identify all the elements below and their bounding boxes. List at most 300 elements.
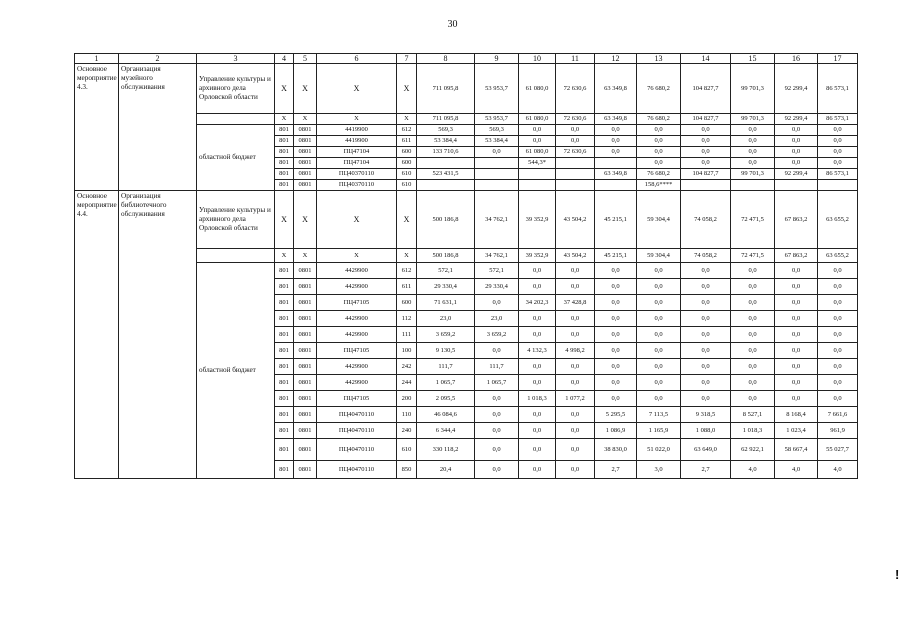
empty-cell <box>197 249 275 263</box>
value-cell: 0,0 <box>681 158 731 169</box>
value-cell: 612 <box>397 263 417 279</box>
value-cell: 0,0 <box>731 311 775 327</box>
value-cell: 0,0 <box>775 327 818 343</box>
value-cell: 1 018,3 <box>731 423 775 439</box>
value-cell: 0801 <box>294 423 317 439</box>
value-cell: 0,0 <box>637 147 681 158</box>
value-cell: 0,0 <box>637 279 681 295</box>
value-cell: 0,0 <box>775 158 818 169</box>
value-cell: 801 <box>275 125 294 136</box>
value-cell: 100 <box>397 343 417 359</box>
value-cell: 51 022,0 <box>637 439 681 461</box>
value-cell: 8 527,1 <box>731 407 775 423</box>
value-cell: 801 <box>275 158 294 169</box>
value-cell: 111,7 <box>417 359 475 375</box>
value-cell: 0,0 <box>818 391 858 407</box>
value-cell: 0,0 <box>475 423 519 439</box>
value-cell: 1 086,9 <box>595 423 637 439</box>
value-cell: 0,0 <box>556 439 595 461</box>
value-cell: 569,3 <box>417 125 475 136</box>
value-cell: 0,0 <box>556 279 595 295</box>
value-cell: 0,0 <box>519 311 556 327</box>
value-cell: ПЦ40370110 <box>317 180 397 191</box>
value-cell: 0,0 <box>637 391 681 407</box>
value-cell: 0,0 <box>519 439 556 461</box>
value-cell: 240 <box>397 423 417 439</box>
value-cell: 0801 <box>294 407 317 423</box>
value-cell: 801 <box>275 147 294 158</box>
value-cell: 801 <box>275 407 294 423</box>
value-cell: 801 <box>275 461 294 479</box>
column-number-row <box>75 54 858 64</box>
value-cell: 72 471,5 <box>731 191 775 249</box>
value-cell: 92 299,4 <box>775 114 818 125</box>
value-cell: 39 352,9 <box>519 249 556 263</box>
value-cell: 72 630,6 <box>556 147 595 158</box>
value-cell: 330 118,2 <box>417 439 475 461</box>
value-cell: 63 349,8 <box>595 169 637 180</box>
value-cell: 4419900 <box>317 136 397 147</box>
value-cell: 63 655,2 <box>818 249 858 263</box>
value-cell <box>475 180 519 191</box>
value-cell: 0801 <box>294 439 317 461</box>
value-cell: 1 088,0 <box>681 423 731 439</box>
value-cell: 0,0 <box>475 147 519 158</box>
value-cell: 0,0 <box>475 407 519 423</box>
value-cell: 133 710,6 <box>417 147 475 158</box>
value-cell: 0,0 <box>681 263 731 279</box>
value-cell: 0801 <box>294 147 317 158</box>
value-cell: 0,0 <box>595 263 637 279</box>
value-cell: 0,0 <box>595 359 637 375</box>
value-cell: 74 058,2 <box>681 249 731 263</box>
value-cell: 711 095,8 <box>417 64 475 114</box>
value-cell: X <box>294 64 317 114</box>
value-cell: 0801 <box>294 461 317 479</box>
value-cell: 74 058,2 <box>681 191 731 249</box>
value-cell: 801 <box>275 375 294 391</box>
value-cell: 0,0 <box>595 295 637 311</box>
value-cell: 99 701,3 <box>731 114 775 125</box>
column-header: 5 <box>294 54 317 64</box>
value-cell: 53 953,7 <box>475 64 519 114</box>
value-cell: 0,0 <box>556 461 595 479</box>
value-cell: 242 <box>397 359 417 375</box>
value-cell: 0,0 <box>637 375 681 391</box>
value-cell: 0,0 <box>637 136 681 147</box>
value-cell: 110 <box>397 407 417 423</box>
value-cell: 0,0 <box>637 158 681 169</box>
column-header: 13 <box>637 54 681 64</box>
value-cell: 0,0 <box>681 125 731 136</box>
value-cell: 0,0 <box>775 279 818 295</box>
value-cell: 610 <box>397 439 417 461</box>
value-cell: X <box>317 64 397 114</box>
value-cell: 29 330,4 <box>475 279 519 295</box>
value-cell: 0,0 <box>775 263 818 279</box>
value-cell: 34 762,1 <box>475 191 519 249</box>
value-cell: 39 352,9 <box>519 191 556 249</box>
value-cell: 71 631,1 <box>417 295 475 311</box>
column-header: 15 <box>731 54 775 64</box>
value-cell: 711 095,8 <box>417 114 475 125</box>
value-cell: 0,0 <box>681 147 731 158</box>
value-cell: 611 <box>397 136 417 147</box>
value-cell: 111 <box>397 327 417 343</box>
value-cell: 5 295,5 <box>595 407 637 423</box>
value-cell: 0,0 <box>731 158 775 169</box>
value-cell: 4,0 <box>775 461 818 479</box>
column-header: 10 <box>519 54 556 64</box>
value-cell: 62 922,1 <box>731 439 775 461</box>
value-cell: 0,0 <box>775 136 818 147</box>
value-cell: X <box>397 191 417 249</box>
value-cell: 0801 <box>294 158 317 169</box>
value-cell: 3,0 <box>637 461 681 479</box>
value-cell: 45 215,1 <box>595 249 637 263</box>
column-header: 11 <box>556 54 595 64</box>
value-cell: 600 <box>397 147 417 158</box>
value-cell: 0,0 <box>818 311 858 327</box>
agency-cell: Управление культуры и архивного дела Орловской области <box>197 191 275 249</box>
value-cell: 0,0 <box>519 263 556 279</box>
value-cell: 23,0 <box>417 311 475 327</box>
value-cell: 0,0 <box>637 359 681 375</box>
value-cell: 0,0 <box>519 375 556 391</box>
value-cell: 4 132,3 <box>519 343 556 359</box>
value-cell: 0,0 <box>681 295 731 311</box>
value-cell: 0801 <box>294 279 317 295</box>
value-cell: 0,0 <box>556 423 595 439</box>
value-cell: 801 <box>275 295 294 311</box>
value-cell: 2,7 <box>595 461 637 479</box>
value-cell: 29 330,4 <box>417 279 475 295</box>
value-cell: 72 471,5 <box>731 249 775 263</box>
value-cell: 0,0 <box>818 279 858 295</box>
value-cell: 59 304,4 <box>637 249 681 263</box>
value-cell: 569,3 <box>475 125 519 136</box>
value-cell: 7 661,6 <box>818 407 858 423</box>
value-cell: 53 384,4 <box>475 136 519 147</box>
value-cell: 4429900 <box>317 311 397 327</box>
value-cell: 0,0 <box>519 327 556 343</box>
value-cell: 0801 <box>294 311 317 327</box>
value-cell: 0,0 <box>731 263 775 279</box>
value-cell: 67 863,2 <box>775 191 818 249</box>
value-cell: 0,0 <box>595 391 637 407</box>
activity-summary-row <box>75 64 858 114</box>
value-cell: ПЦ40470110 <box>317 423 397 439</box>
activity-name-cell: Организация музейного обслуживания <box>119 64 197 191</box>
value-cell: 0,0 <box>818 343 858 359</box>
value-cell: 3 659,2 <box>475 327 519 343</box>
value-cell: 53 953,7 <box>475 114 519 125</box>
value-cell: 572,1 <box>475 263 519 279</box>
value-cell: 4429900 <box>317 375 397 391</box>
value-cell <box>681 180 731 191</box>
column-header: 6 <box>317 54 397 64</box>
value-cell: 92 299,4 <box>775 169 818 180</box>
value-cell: 0,0 <box>775 311 818 327</box>
value-cell: 2,7 <box>681 461 731 479</box>
value-cell: 0,0 <box>475 439 519 461</box>
value-cell: ПЦ40470110 <box>317 461 397 479</box>
value-cell: 63 349,8 <box>595 64 637 114</box>
value-cell: X <box>294 114 317 125</box>
value-cell: 76 680,2 <box>637 169 681 180</box>
value-cell: 0,0 <box>681 359 731 375</box>
value-cell: ПЦ47104 <box>317 147 397 158</box>
value-cell: X <box>275 249 294 263</box>
value-cell: 0,0 <box>556 125 595 136</box>
budget-source-cell: областной бюджет <box>197 125 275 191</box>
column-header: 2 <box>119 54 197 64</box>
value-cell: 0,0 <box>681 279 731 295</box>
value-cell: 600 <box>397 158 417 169</box>
value-cell: 0801 <box>294 343 317 359</box>
value-cell: 0801 <box>294 136 317 147</box>
value-cell: 801 <box>275 279 294 295</box>
value-cell: 0,0 <box>556 263 595 279</box>
value-cell: 0,0 <box>556 359 595 375</box>
value-cell: 801 <box>275 263 294 279</box>
column-header: 7 <box>397 54 417 64</box>
value-cell: 34 762,1 <box>475 249 519 263</box>
value-cell: 61 080,0 <box>519 147 556 158</box>
value-cell: 37 428,8 <box>556 295 595 311</box>
value-cell: X <box>397 114 417 125</box>
value-cell: 0,0 <box>519 279 556 295</box>
value-cell: 850 <box>397 461 417 479</box>
value-cell: 104 827,7 <box>681 64 731 114</box>
value-cell: 244 <box>397 375 417 391</box>
value-cell: 43 504,2 <box>556 249 595 263</box>
value-cell: 0,0 <box>637 125 681 136</box>
value-cell: 801 <box>275 359 294 375</box>
value-cell: X <box>397 249 417 263</box>
value-cell: 801 <box>275 311 294 327</box>
value-cell: 0,0 <box>818 136 858 147</box>
value-cell: 86 573,1 <box>818 169 858 180</box>
value-cell: 0,0 <box>637 343 681 359</box>
value-cell: 0,0 <box>818 158 858 169</box>
value-cell: 0,0 <box>775 125 818 136</box>
value-cell: 0,0 <box>595 136 637 147</box>
value-cell: 1 023,4 <box>775 423 818 439</box>
value-cell <box>556 158 595 169</box>
value-cell: 0,0 <box>775 147 818 158</box>
value-cell: 0,0 <box>681 136 731 147</box>
value-cell: 801 <box>275 343 294 359</box>
value-cell: 3 659,2 <box>417 327 475 343</box>
value-cell: 76 680,2 <box>637 114 681 125</box>
value-cell: 86 573,1 <box>818 114 858 125</box>
value-cell <box>519 169 556 180</box>
value-cell <box>731 180 775 191</box>
value-cell: 200 <box>397 391 417 407</box>
value-cell: 801 <box>275 169 294 180</box>
value-cell: 0801 <box>294 169 317 180</box>
value-cell: 0,0 <box>475 461 519 479</box>
value-cell: 801 <box>275 180 294 191</box>
value-cell: 0,0 <box>731 136 775 147</box>
value-cell: X <box>397 64 417 114</box>
value-cell: 0,0 <box>731 279 775 295</box>
value-cell: 0,0 <box>818 147 858 158</box>
value-cell: 63 349,8 <box>595 114 637 125</box>
column-header: 8 <box>417 54 475 64</box>
value-cell: 0,0 <box>681 343 731 359</box>
value-cell: 0,0 <box>475 391 519 407</box>
activity-number-cell: Основное мероприятие 4.3. <box>75 64 119 191</box>
value-cell: ПЦ47105 <box>317 295 397 311</box>
value-cell: 0,0 <box>681 391 731 407</box>
value-cell: 0,0 <box>637 295 681 311</box>
value-cell: X <box>317 114 397 125</box>
value-cell: 63 649,0 <box>681 439 731 461</box>
value-cell: 0,0 <box>818 295 858 311</box>
value-cell: 58 667,4 <box>775 439 818 461</box>
value-cell: 0,0 <box>595 343 637 359</box>
value-cell: 72 630,6 <box>556 64 595 114</box>
column-header: 1 <box>75 54 119 64</box>
value-cell: 544,3* <box>519 158 556 169</box>
value-cell: 0,0 <box>818 359 858 375</box>
value-cell: 86 573,1 <box>818 64 858 114</box>
value-cell: 9 318,5 <box>681 407 731 423</box>
agency-cell: Управление культуры и архивного дела Орловской области <box>197 64 275 114</box>
value-cell: 0801 <box>294 263 317 279</box>
value-cell: 801 <box>275 391 294 407</box>
value-cell: 0,0 <box>775 343 818 359</box>
value-cell: 523 431,5 <box>417 169 475 180</box>
value-cell: 46 084,6 <box>417 407 475 423</box>
value-cell: 0,0 <box>818 375 858 391</box>
empty-cell <box>197 114 275 125</box>
value-cell: 38 830,0 <box>595 439 637 461</box>
value-cell: 0,0 <box>681 375 731 391</box>
value-cell: 610 <box>397 180 417 191</box>
value-cell: 0,0 <box>731 295 775 311</box>
value-cell: 0,0 <box>556 311 595 327</box>
value-cell: 0,0 <box>775 295 818 311</box>
value-cell: 23,0 <box>475 311 519 327</box>
value-cell: 6 344,4 <box>417 423 475 439</box>
value-cell: 801 <box>275 327 294 343</box>
value-cell: 0,0 <box>818 125 858 136</box>
value-cell: 2 095,5 <box>417 391 475 407</box>
value-cell: 0,0 <box>519 136 556 147</box>
value-cell: 99 701,3 <box>731 169 775 180</box>
value-cell: 0,0 <box>475 295 519 311</box>
value-cell: 0,0 <box>731 147 775 158</box>
value-cell: 0,0 <box>595 327 637 343</box>
value-cell: 610 <box>397 169 417 180</box>
column-header: 16 <box>775 54 818 64</box>
activity-number-cell: Основное мероприятие 4.4. <box>75 191 119 479</box>
value-cell <box>818 180 858 191</box>
value-cell <box>556 180 595 191</box>
value-cell <box>595 180 637 191</box>
value-cell: 0,0 <box>519 423 556 439</box>
value-cell: 500 186,8 <box>417 191 475 249</box>
value-cell: 99 701,3 <box>731 64 775 114</box>
value-cell: 0,0 <box>731 327 775 343</box>
value-cell: 4 998,2 <box>556 343 595 359</box>
value-cell: 0801 <box>294 327 317 343</box>
value-cell: 158,6**** <box>637 180 681 191</box>
column-header: 3 <box>197 54 275 64</box>
value-cell: 1 065,7 <box>475 375 519 391</box>
value-cell: 0,0 <box>519 125 556 136</box>
value-cell <box>417 158 475 169</box>
value-cell: 7 113,5 <box>637 407 681 423</box>
value-cell: 72 630,6 <box>556 114 595 125</box>
activity-name-cell: Организация библиотечного обслуживания <box>119 191 197 479</box>
value-cell: 4429900 <box>317 327 397 343</box>
value-cell: 1 077,2 <box>556 391 595 407</box>
value-cell <box>595 158 637 169</box>
value-cell: 43 504,2 <box>556 191 595 249</box>
value-cell: 0,0 <box>637 327 681 343</box>
budget-source-cell: областной бюджет <box>197 263 275 479</box>
value-cell <box>417 180 475 191</box>
activity-summary-row <box>75 191 858 249</box>
value-cell <box>556 169 595 180</box>
value-cell: ПЦ40470110 <box>317 439 397 461</box>
value-cell: 600 <box>397 295 417 311</box>
value-cell: 55 027,7 <box>818 439 858 461</box>
value-cell: 4429900 <box>317 359 397 375</box>
value-cell: 801 <box>275 136 294 147</box>
value-cell: 92 299,4 <box>775 64 818 114</box>
budget-table <box>74 53 858 479</box>
value-cell: 20,4 <box>417 461 475 479</box>
value-cell: X <box>317 249 397 263</box>
value-cell <box>519 180 556 191</box>
value-cell: ПЦ47105 <box>317 391 397 407</box>
value-cell: 0,0 <box>637 263 681 279</box>
value-cell: 4429900 <box>317 263 397 279</box>
value-cell: 1 065,7 <box>417 375 475 391</box>
value-cell: X <box>275 191 294 249</box>
value-cell: 53 384,4 <box>417 136 475 147</box>
value-cell: 0,0 <box>731 391 775 407</box>
value-cell: 0801 <box>294 375 317 391</box>
value-cell: 0,0 <box>556 375 595 391</box>
value-cell: 45 215,1 <box>595 191 637 249</box>
value-cell: 500 186,8 <box>417 249 475 263</box>
value-cell: 0801 <box>294 125 317 136</box>
budget-table-container <box>74 53 849 479</box>
value-cell: 0,0 <box>731 359 775 375</box>
value-cell: 104 827,7 <box>681 114 731 125</box>
value-cell: 0,0 <box>519 407 556 423</box>
column-header: 14 <box>681 54 731 64</box>
value-cell: X <box>294 191 317 249</box>
value-cell: 801 <box>275 423 294 439</box>
value-cell: 0,0 <box>595 147 637 158</box>
value-cell: 0801 <box>294 180 317 191</box>
value-cell: ПЦ47104 <box>317 158 397 169</box>
value-cell: 104 827,7 <box>681 169 731 180</box>
value-cell: 0,0 <box>731 375 775 391</box>
value-cell: ПЦ47105 <box>317 343 397 359</box>
value-cell: 0,0 <box>475 343 519 359</box>
value-cell: 0,0 <box>731 343 775 359</box>
value-cell: 0801 <box>294 295 317 311</box>
value-cell: 0,0 <box>731 125 775 136</box>
